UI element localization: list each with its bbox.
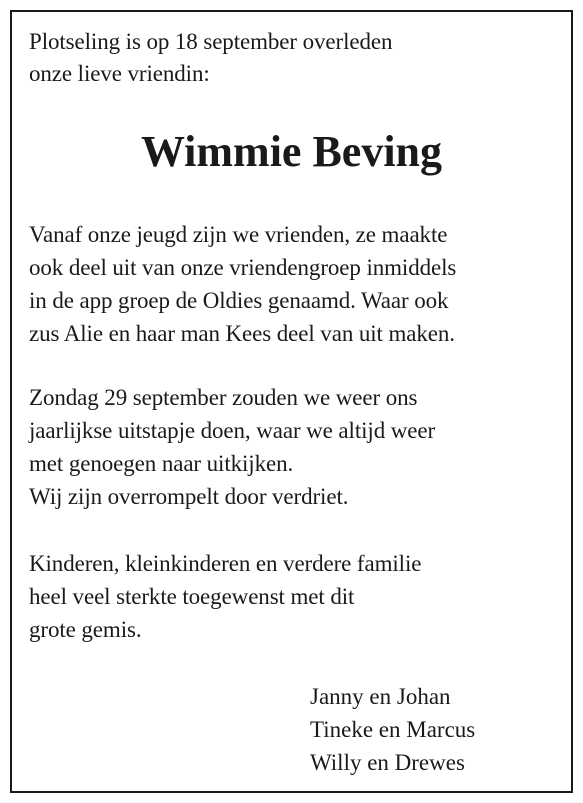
paragraph2-line-1: Zondag 29 september zouden we weer ons xyxy=(29,385,418,410)
paragraph1-line-3: in de app groep de Oldies genaamd. Waar ook xyxy=(29,288,449,313)
signature-2: Tineke en Marcus xyxy=(310,717,476,742)
paragraph3-line-2: heel veel sterkte toegewenst met dit xyxy=(29,584,355,609)
intro-line-2: onze lieve vriendin: xyxy=(29,61,210,86)
paragraph1-line-2: ook deel uit van onze vriendengroep inmiddels xyxy=(29,255,457,280)
paragraph2-line-2: jaarlijkse uitstapje doen, waar we altijd weer xyxy=(29,418,436,443)
paragraph1-line-1: Vanaf onze jeugd zijn we vrienden, ze maakte xyxy=(29,222,448,247)
paragraph1-line-4: zus Alie en haar man Kees deel van uit maken. xyxy=(29,321,455,346)
paragraph3-line-1: Kinderen, kleinkinderen en verdere familie xyxy=(29,551,422,576)
intro-line-1: Plotseling is op 18 september overleden xyxy=(29,29,393,54)
paragraph2-line-3: met genoegen naar uitkijken. xyxy=(29,451,294,476)
signature-1: Janny en Johan xyxy=(310,684,451,709)
paragraph3-line-3: grote gemis. xyxy=(29,617,142,642)
paragraph2-line-4: Wij zijn overrompelt door verdriet. xyxy=(29,484,349,509)
deceased-name: Wimmie Beving xyxy=(140,127,443,176)
signature-3: Willy en Drewes xyxy=(310,750,465,775)
